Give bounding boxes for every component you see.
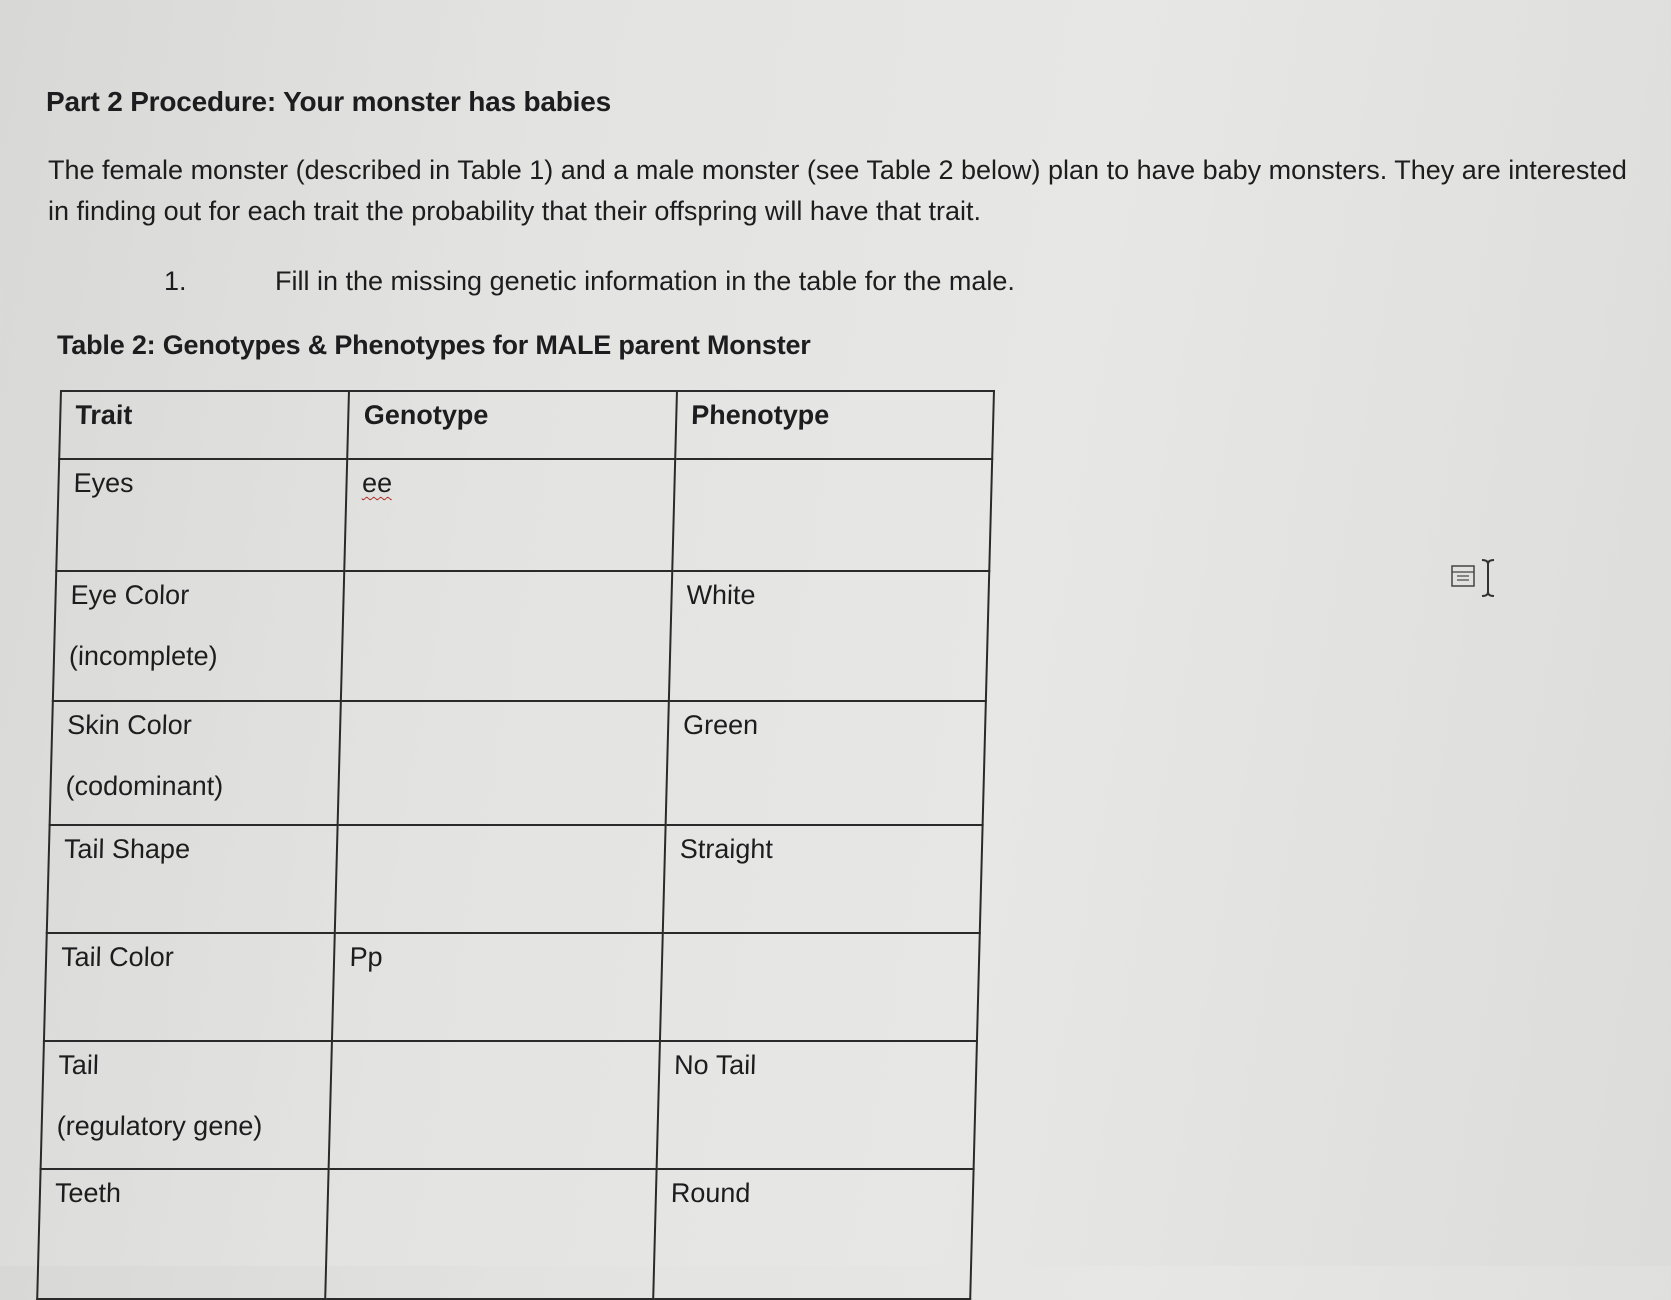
trait-cell: [41, 1041, 333, 1169]
table-row: [41, 1041, 977, 1169]
table-header-row: [59, 391, 994, 459]
intro-paragraph: [48, 150, 1668, 232]
table-row: [53, 571, 989, 701]
table-row: [44, 933, 980, 1041]
text-cursor-icon: [1448, 556, 1504, 600]
genotype-cell[interactable]: [332, 933, 662, 1041]
header-trait: Trait: [59, 391, 349, 459]
trait-name: Tail: [57, 1050, 100, 1080]
genotype-cell[interactable]: [335, 825, 665, 933]
genotype-value: Pp: [349, 942, 384, 972]
trait-name: Teeth: [54, 1178, 122, 1208]
genotype-value: ee: [361, 468, 393, 498]
trait-note: (incomplete): [68, 641, 218, 671]
phenotype-cell[interactable]: [660, 933, 980, 1041]
genotype-phenotype-table: [36, 390, 995, 1300]
trait-name: Skin Color: [66, 710, 193, 740]
table-row: [56, 459, 992, 571]
table-row: [37, 1169, 973, 1299]
trait-note: (codominant): [65, 771, 224, 801]
phenotype-cell[interactable]: [653, 1169, 974, 1299]
phenotype-cell[interactable]: [656, 1041, 977, 1169]
genotype-cell[interactable]: [338, 701, 669, 825]
header-phenotype: Phenotype: [675, 391, 994, 459]
phenotype-value: Green: [682, 710, 759, 740]
genotype-cell[interactable]: [329, 1041, 660, 1169]
genotype-cell[interactable]: [326, 1169, 657, 1299]
trait-cell: [56, 459, 347, 571]
phenotype-cell[interactable]: [672, 459, 992, 571]
table-row: [47, 825, 983, 933]
phenotype-cell[interactable]: [665, 701, 985, 825]
trait-name: Tail Shape: [63, 834, 191, 864]
trait-cell: [47, 825, 338, 933]
phenotype-value: White: [686, 580, 756, 610]
trait-cell: [37, 1169, 329, 1299]
trait-name: Tail Color: [60, 942, 175, 972]
section-heading: Part 2 Procedure: Your monster has babies: [46, 86, 611, 117]
phenotype-value: Straight: [679, 834, 774, 864]
intro-line-2: in finding out for each trait the probability that their offspring will have that trait.: [48, 196, 982, 226]
intro-line-1: The female monster (described in Table 1) and a male monster (see Table 2 below) plan to have baby monsters. They are interested: [48, 155, 1627, 185]
step-number: 1.: [164, 266, 187, 296]
trait-name: Eyes: [73, 468, 134, 498]
trait-cell: [50, 701, 342, 825]
phenotype-value: Round: [670, 1178, 751, 1208]
header-genotype: Genotype: [348, 391, 677, 459]
trait-name: Eye Color: [70, 580, 190, 610]
step-instruction: Fill in the missing genetic information in the table for the male.: [275, 266, 1015, 296]
table-row: [50, 701, 986, 825]
genotype-cell[interactable]: [341, 571, 672, 701]
trait-cell: [53, 571, 345, 701]
table-title: Table 2: Genotypes & Phenotypes for MALE parent Monster: [57, 330, 811, 360]
phenotype-value: No Tail: [673, 1050, 757, 1080]
genotype-cell[interactable]: [345, 459, 675, 571]
phenotype-cell[interactable]: [663, 825, 983, 933]
phenotype-cell[interactable]: [669, 571, 990, 701]
trait-cell: [44, 933, 335, 1041]
trait-note: (regulatory gene): [56, 1111, 263, 1141]
